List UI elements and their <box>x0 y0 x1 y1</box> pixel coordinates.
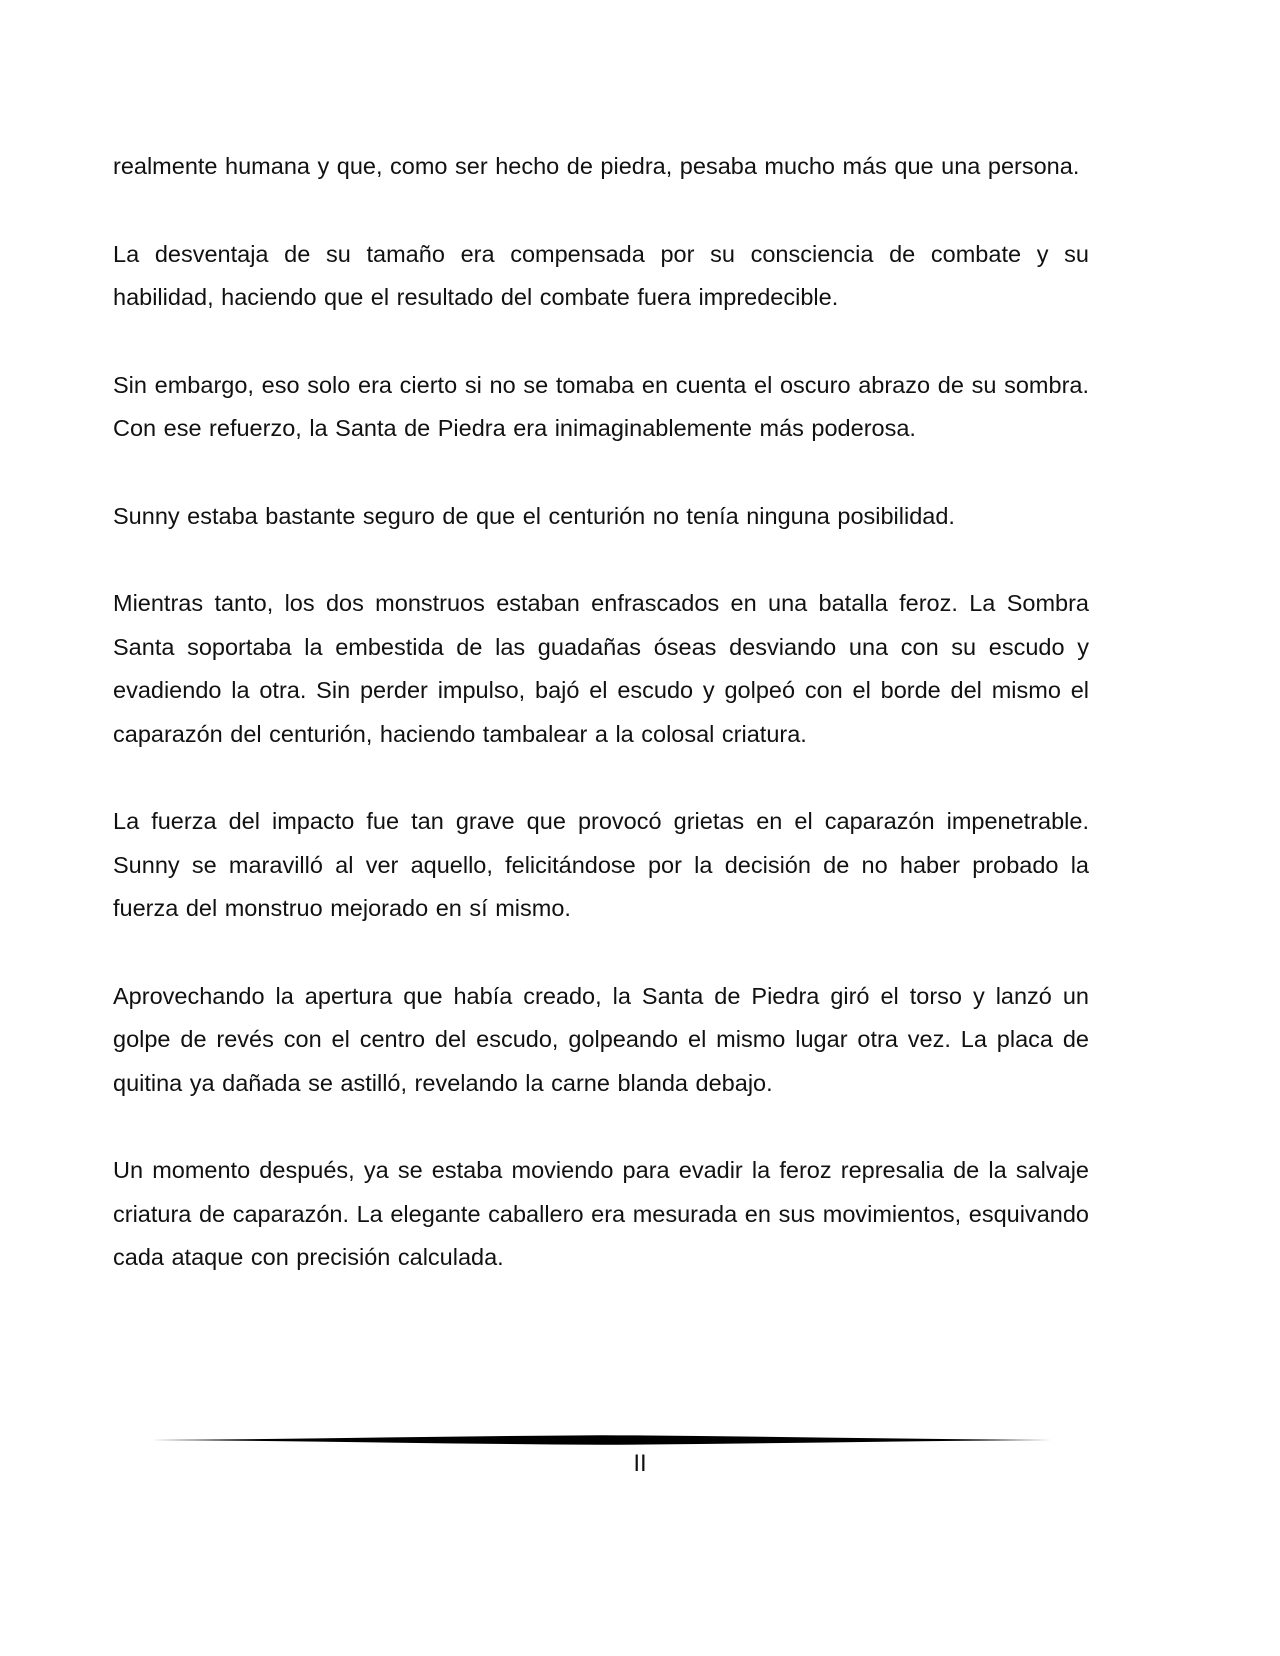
paragraph: La fuerza del impacto fue tan grave que provocó grietas en el caparazón impenetrable. Sunny se maravilló al ver aquello, felicitándose por la decisión de no haber probado la fuerza del monstruo mejorado en sí mismo. <box>113 808 1089 921</box>
page-number: II <box>633 1450 647 1477</box>
paragraph: Sin embargo, eso solo era cierto si no se tomaba en cuenta el oscuro abrazo de su sombra. Con ese refuerzo, la Santa de Piedra era inimaginablemente más poderosa. <box>113 371 1089 441</box>
footer-ornamental-rule <box>152 1434 1052 1446</box>
paragraph: Aprovechando la apertura que había creado, la Santa de Piedra giró el torso y lanzó un golpe de revés con el centro del escudo, golpeando el mismo lugar otra vez. La placa de quitina ya dañada se astilló, revelando la carne blanda debajo. <box>113 982 1089 1096</box>
document-body <box>113 145 1089 1324</box>
paragraph: realmente humana y que, como ser hecho de piedra, pesaba mucho más que una persona. <box>113 153 1080 179</box>
paragraph: Un momento después, ya se estaba moviendo para evadir la feroz represalia de la salvaje criatura de caparazón. La elegante caballero era mesurada en sus movimientos, esquivando cada ataque con precisión calculada. <box>113 1157 1089 1270</box>
paragraph: La desventaja de su tamaño era compensada por su consciencia de combate y su habilidad, haciendo que el resultado del combate fuera impredecible. <box>113 240 1089 310</box>
paragraph: Mientras tanto, los dos monstruos estaban enfrascados en una batalla feroz. La Sombra Santa soportaba la embestida de las guadañas óseas desviando una con su escudo y evadiendo la otra. Sin perder impulso, bajó el escudo y golpeó con el borde del mismo el caparazón del centurión, haciendo tambalear a la colosal criatura. <box>113 590 1089 747</box>
paragraph: Sunny estaba bastante seguro de que el centurión no tenía ninguna posibilidad. <box>113 502 955 529</box>
